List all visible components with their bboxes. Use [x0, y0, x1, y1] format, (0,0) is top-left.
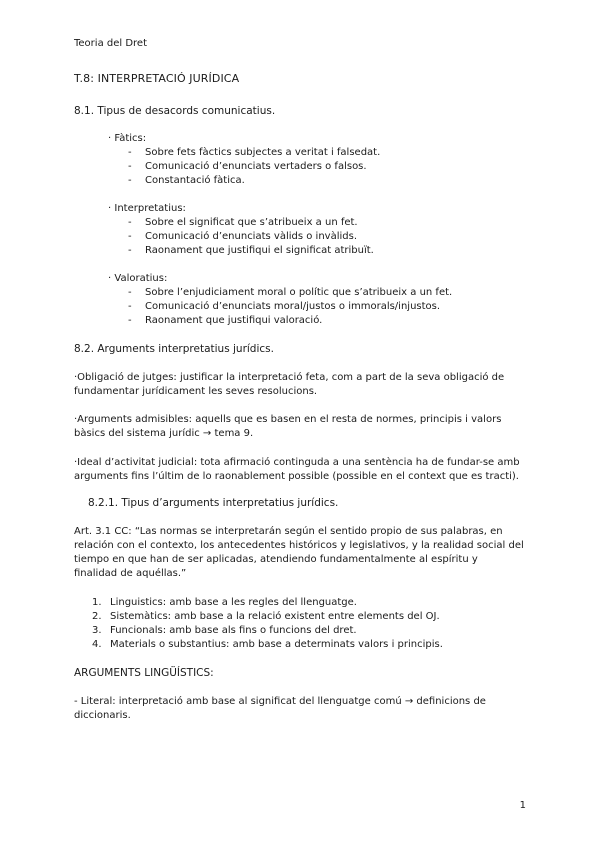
- group-label-interpretatius: · Interpretatius:: [108, 203, 186, 214]
- list-item: - Comunicació d’enunciats vàlids o invàlids.: [128, 231, 357, 242]
- list-item: - Constantació fàtica.: [128, 175, 245, 186]
- ordered-item: 2. Sistemàtics: amb base a la relació existent entre elements del OJ.: [92, 611, 440, 622]
- dash: -: [128, 301, 132, 312]
- list-item: - Sobre fets fàctics subjectes a veritat i falsedat.: [128, 147, 381, 158]
- list-item: - Sobre el significat que s’atribueix a un fet.: [128, 217, 358, 228]
- dash: -: [128, 161, 132, 172]
- group-label-fatics: · Fàtics:: [108, 133, 147, 144]
- subsection-heading-8-2-1: 8.2.1. Tipus d’arguments interpretatius jurídics.: [88, 497, 339, 509]
- section-heading-arguments-linguistics: ARGUMENTS LINGÜÍSTICS:: [74, 667, 214, 679]
- list-item: - Raonament que justifiqui el significat atribuït.: [128, 245, 374, 256]
- list-item: - Comunicació d’enunciats moral/justos o immorals/injustos.: [128, 301, 441, 312]
- page-header: Teoria del Dret: [74, 38, 147, 49]
- ordered-item: 4. Materials o substantius: amb base a determinats valors i principis.: [92, 639, 443, 650]
- paragraph-ideal-activitat: ·Ideal d’activitat judicial: tota afirmació continguda a una sentència ha de fundar-se amb arguments fins l’últim de lo raonablement possible (possible en el context que es tracti).: [74, 457, 520, 482]
- dash: -: [128, 245, 132, 256]
- section-heading-8-2: 8.2. Arguments interpretatius jurídics.: [74, 343, 274, 355]
- document-title: T.8: INTERPRETACIÓ JURÍDICA: [74, 72, 240, 85]
- dash: -: [128, 287, 132, 298]
- bullet-dot: ·: [108, 133, 112, 144]
- list-item: - Comunicació d’enunciats vertaders o falsos.: [128, 161, 367, 172]
- quote-art-3-1-cc: Art. 3.1 CC: “Las normas se interpretarán según el sentido propio de sus palabras, en relación con el contexto, los antecedentes históricos y legislativos, y la realidad social del tiempo en que han de ser aplicadas, atendiendo fundamentalmente al espíritu y finalidad de aquéllas.”: [74, 526, 524, 579]
- bullet-dot: ·: [108, 273, 112, 284]
- bullet-dot: ·: [108, 203, 112, 214]
- paragraph-obligacio: ·Obligació de jutges: justificar la interpretació feta, com a part de la seva obligació de fundamentar jurídicament les seves resolucions.: [74, 372, 505, 397]
- page-number: 1: [519, 800, 526, 811]
- section-heading-8-1: 8.1. Tipus de desacords comunicatius.: [74, 105, 276, 117]
- dash: -: [128, 147, 132, 158]
- paragraph-arguments-admisibles: ·Arguments admisibles: aquells que es basen en el resta de normes, principis i valors bàsics del sistema jurídic → tema 9.: [74, 414, 502, 439]
- ordered-item: 1. Linguistics: amb base a les regles del llenguatge.: [92, 597, 357, 608]
- dash: -: [128, 217, 132, 228]
- list-item: - Sobre l’enjudiciament moral o polític que s’atribueix a un fet.: [128, 287, 453, 298]
- paragraph-literal: - Literal: interpretació amb base al significat del llenguatge comú → definicions de diccionaris.: [74, 696, 486, 721]
- group-label-valoratius: · Valoratius:: [108, 273, 168, 284]
- ordered-item: 3. Funcionals: amb base als fins o funcions del dret.: [92, 625, 357, 636]
- dash: -: [128, 315, 132, 326]
- list-item: - Raonament que justifiqui valoració.: [128, 315, 323, 326]
- dash: -: [128, 231, 132, 242]
- dash: -: [128, 175, 132, 186]
